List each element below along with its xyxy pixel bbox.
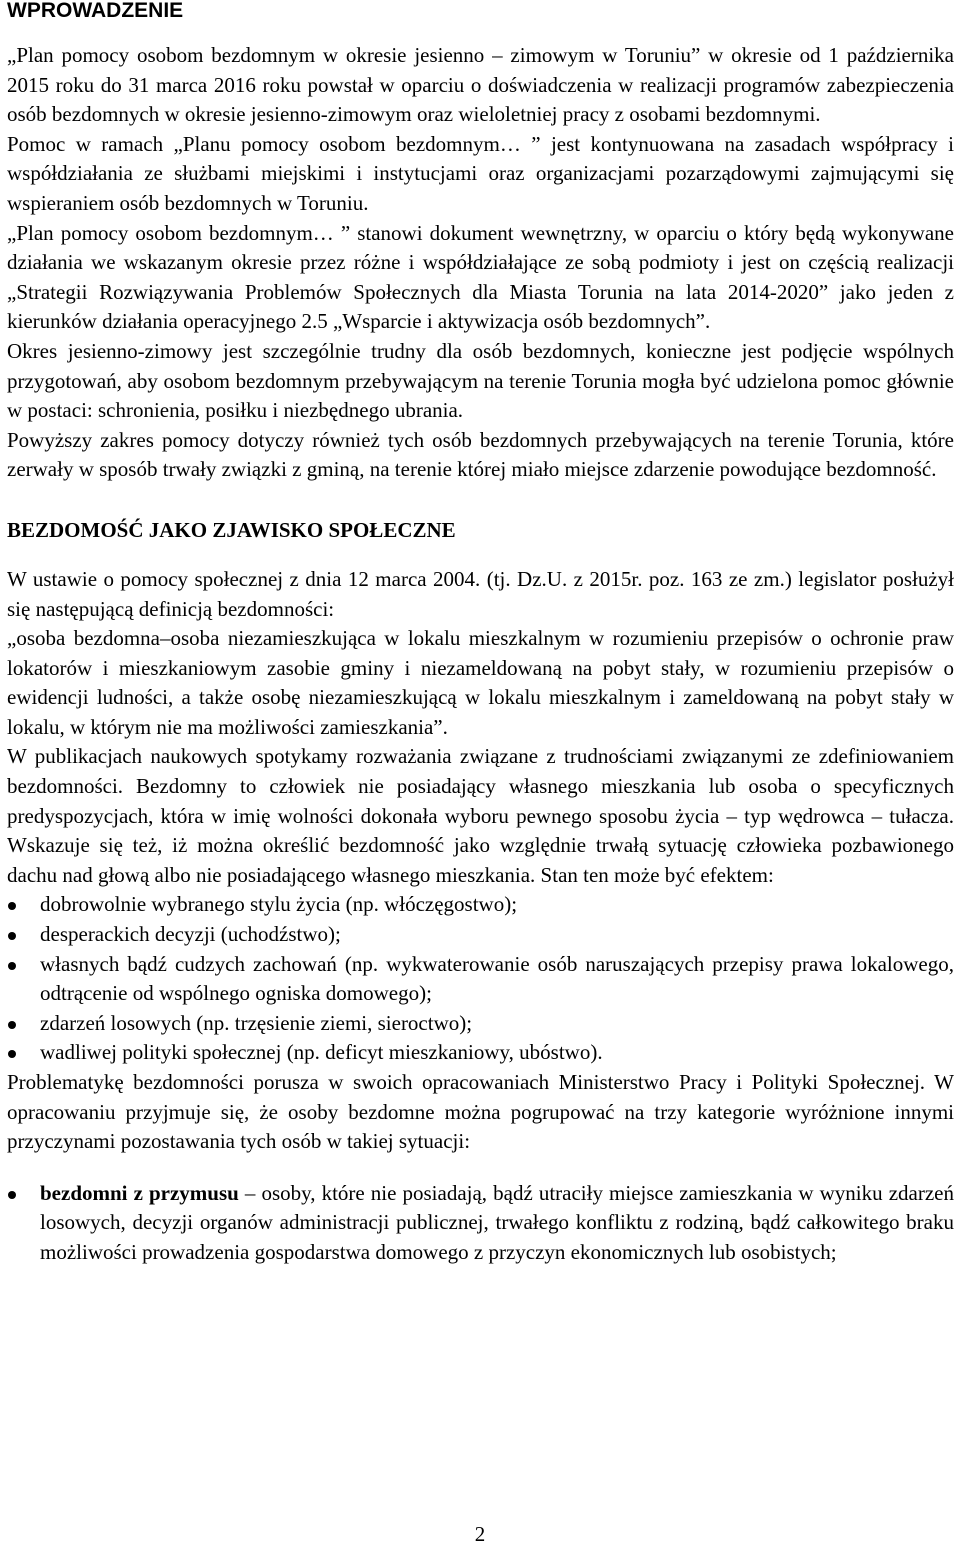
section-paragraph: Problematykę bezdomności porusza w swoich opracowaniach Ministerstwo Pracy i Polityki Społecznej. W opracowaniu przyjmuje się, że osoby bezdomne można pogrupować na trzy kategorie wyróżnione innymi przyczynami pozostawania tych osób w takiej sytuacji:: [7, 1070, 954, 1154]
document-page: [7, 0, 954, 1268]
page-number: 2: [474, 1522, 486, 1546]
list-item: desperackich decyzji (uchodźstwo);: [7, 920, 954, 950]
section-paragraph: W publikacjach naukowych spotykamy rozważania związane z trudnościami związanymi ze zdefiniowaniem bezdomności. Bezdomny to człowiek nie posiadający własnego mieszkania lub osoba o specyficznych predyspozycjach, która w imię wolności dokonała wyboru pewnego sposobu życia – typ wędrowca – tułacza. Wskazuje się też, iż można określić bezdomność jako względnie trwałą sytuację człowieka pozbawionego dachu nad głową albo nie posiadającego własnego mieszkania. Stan ten może być efektem:: [7, 744, 954, 887]
list-item: dobrowolnie wybranego stylu życia (np. włóczęgostwo);: [7, 890, 954, 920]
intro-paragraph: Powyższy zakres pomocy dotyczy również tych osób bezdomnych przebywających na terenie Torunia, które zerwały w sposób trwały związki z gminą, na terenie której miało miejsce zdarzenie powodujące bezdomność.: [7, 427, 954, 482]
intro-paragraph: „Plan pomocy osobom bezdomnym w okresie jesienno – zimowym w Toruniu” w okresie od 1 października 2015 roku do 31 marca 2016 roku powstał w oparciu o doświadczenia w realizacji programów zabezpieczenia osób bezdomnych w okresie jesienno-zimowym oraz wieloletniej pracy z osobami bezdomnymi.: [7, 43, 954, 127]
definition-quote: „osoba bezdomna–osoba niezamieszkująca w lokalu mieszkalnym w rozumieniu przepisów o ochronie praw lokatorów i mieszkaniowym zasobie gminy i niezameldowaną na pobyt stały, w rozumieniu przepisów o ewidencji ludności, a także osobę niezamieszkującą w lokalu mieszkalnym i zameldowaną na pobyt stały w lokalu, w którym nie ma możliwości zamieszkania”.: [7, 626, 954, 739]
category-term: bezdomni z przymusu: [40, 1180, 239, 1205]
intro-heading: WPROWADZENIE: [7, 0, 184, 22]
section-body: [7, 565, 954, 1268]
section-paragraph: W ustawie o pomocy społecznej z dnia 12 marca 2004. (tj. Dz.U. z 2015r. poz. 163 ze zm.) legislator posłużył się następującą definicją bezdomności:: [7, 566, 954, 621]
list-item: własnych bądź cudzych zachowań (np. wykwaterowanie osób naruszających przepisy prawa lokalowego, odtrącenie od wspólnego ogniska domowego);: [7, 950, 954, 1009]
list-item: [7, 1179, 954, 1268]
intro-paragraph: Okres jesienno-zimowy jest szczególnie trudny dla osób bezdomnych, konieczne jest podjęcie wspólnych przygotowań, aby osobom bezdomnym przebywającym na terenie Torunia mogła być udzielona pomoc głównie w postaci: schronienia, posiłku i niezbędnego ubrania.: [7, 338, 954, 423]
intro-paragraph: Pomoc w ramach „Planu pomocy osobom bezdomnym… ” jest kontynuowana na zasadach współpracy i współdziałania ze służbami miejskimi i instytucjami oraz organizacjami pozarządowymi zajmującymi się wspieraniem osób bezdomnych w Toruniu.: [7, 131, 954, 215]
section-heading: BEZDOMOŚĆ JAKO ZJAWISKO SPOŁECZNE: [7, 517, 456, 542]
causes-list: [7, 890, 954, 1068]
categories-list: [7, 1179, 954, 1268]
list-item: wadliwej polityki społecznej (np. deficyt mieszkaniowy, ubóstwo).: [7, 1038, 954, 1068]
intro-body: [7, 41, 954, 485]
category-description: – osoby, które nie posiadają, bądź utraciły miejsce zamieszkania w wyniku zdarzeń losowych, decyzji organów administracji publicznej, trwałego konfliktu z rodziną, bądź całkowitego braku możliwości prowadzenia gospodarstwa domowego z przyczyn ekonomicznych lub osobistych;: [40, 1180, 954, 1264]
list-item: zdarzeń losowych (np. trzęsienie ziemi, sieroctwo);: [7, 1009, 954, 1039]
intro-paragraph: „Plan pomocy osobom bezdomnym… ” stanowi dokument wewnętrzny, w oparciu o który będą wykonywane działania we wskazanym okresie przez różne i współdziałające ze sobą podmioty i jest on częścią realizacji „Strategii Rozwiązywania Problemów Społecznych dla Miasta Torunia na lata 2014-2020” jako jeden z kierunków działania operacyjnego 2.5 „Wsparcie i aktywizacja osób bezdomnych”.: [7, 220, 954, 334]
